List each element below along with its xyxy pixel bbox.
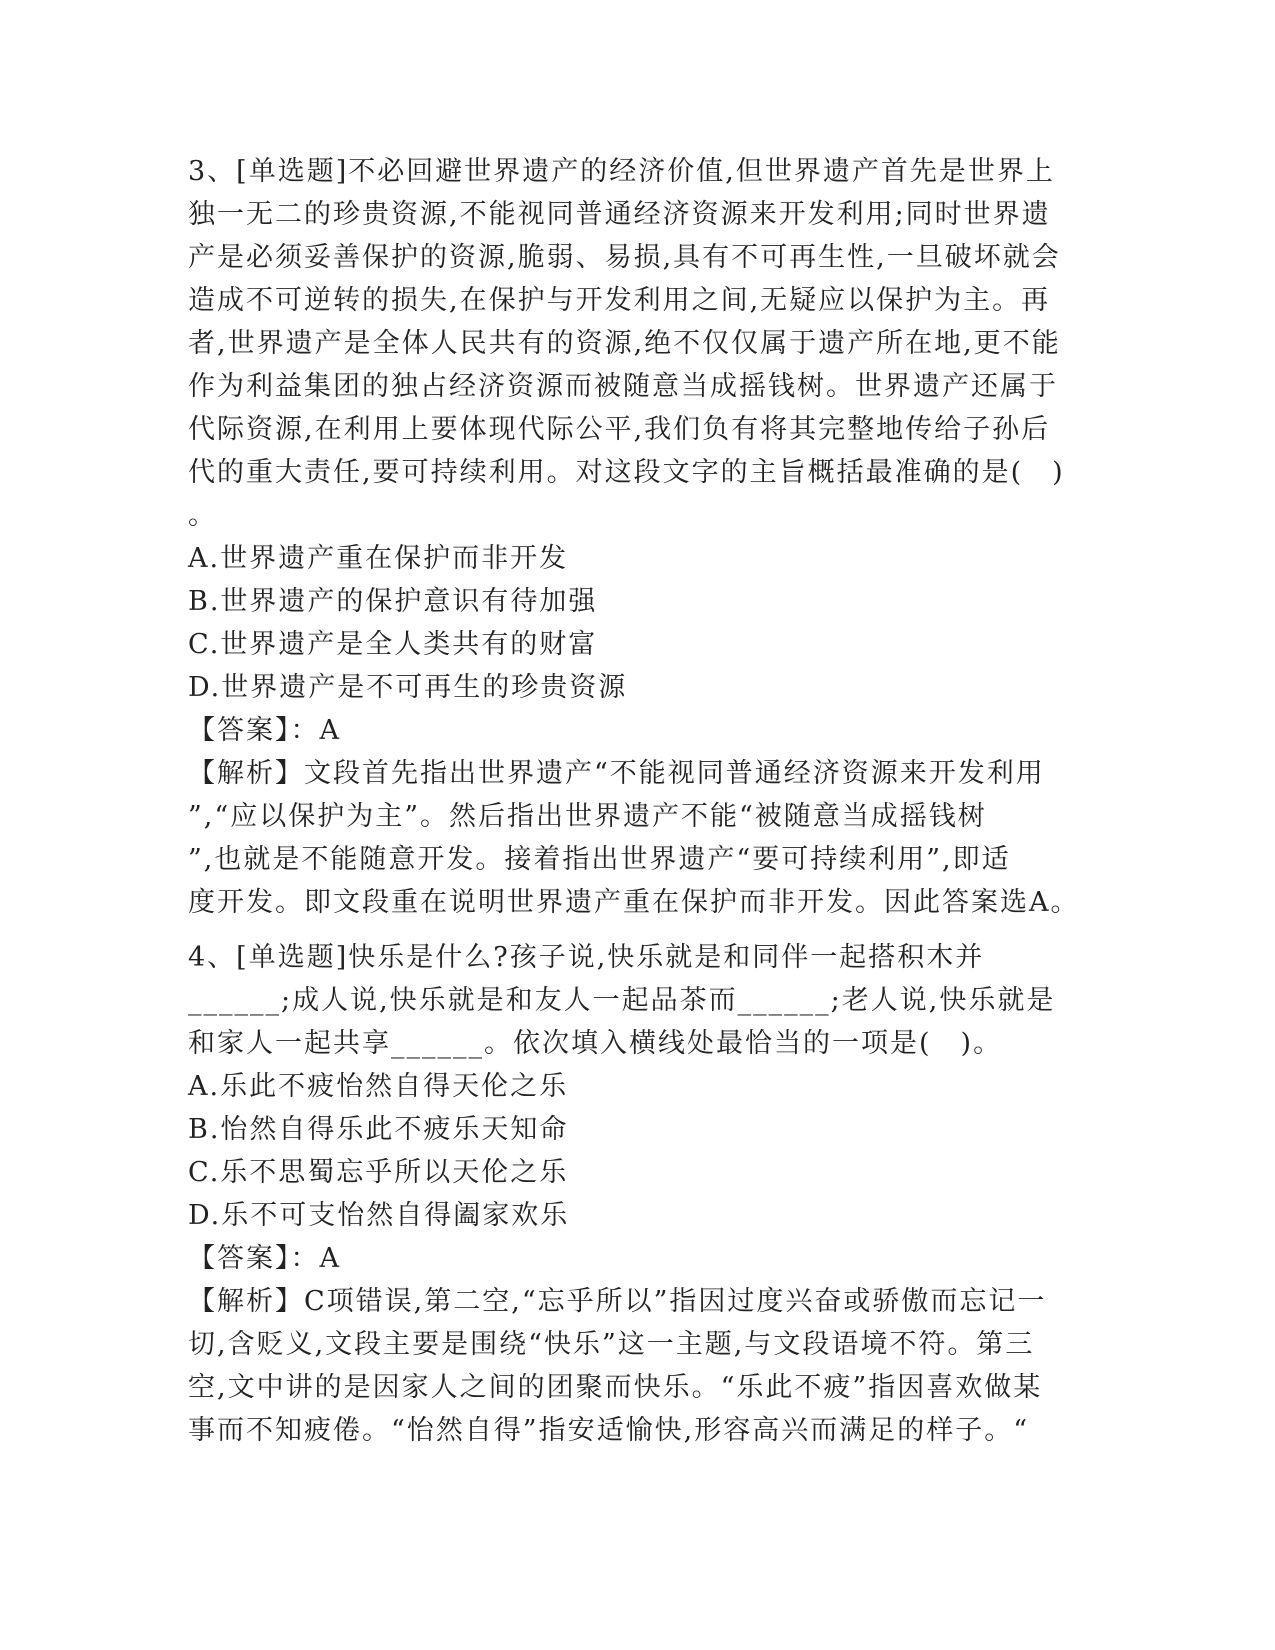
analysis-line: 【解析】C项错误,第二空,“忘乎所以”指因过度兴奋或骄傲而忘记一 bbox=[188, 1286, 1047, 1317]
option-b: B.怡然自得乐此不疲乐天知命 bbox=[188, 1114, 569, 1145]
option-c: C.乐不思蜀忘乎所以天伦之乐 bbox=[188, 1157, 569, 1188]
stem-line: 造成不可逆转的损失,在保护与开发利用之间,无疑应以保护为主。再 bbox=[188, 285, 1051, 316]
stem-line: 作为利益集团的独占经济资源而被随意当成摇钱树。世界遗产还属于 bbox=[188, 371, 1058, 402]
option-c: C.世界遗产是全人类共有的财富 bbox=[188, 629, 598, 660]
question-4-analysis bbox=[188, 1280, 1078, 1452]
stem-line: 代际资源,在利用上要体现代际公平,我们负有将其完整地传给子孙后 bbox=[188, 414, 1051, 445]
stem-line: 代的重大责任,要可持续利用。对这段文字的主旨概括最准确的是( ) bbox=[188, 457, 1065, 488]
question-4-answer: 【答案】：A bbox=[188, 1243, 341, 1274]
option-a: A.乐此不疲怡然自得天伦之乐 bbox=[188, 1071, 569, 1102]
question-4-options bbox=[188, 1065, 1078, 1237]
question-3-answer: 【答案】：A bbox=[188, 715, 341, 746]
question-3-stem bbox=[188, 150, 1078, 537]
analysis-line: ”,也就是不能随意开发。接着指出世界遗产“要可持续利用”,即适 bbox=[188, 844, 1011, 875]
question-3-analysis bbox=[188, 752, 1078, 924]
analysis-line: 切,含贬义,文段主要是围绕“快乐”这一主题,与文段语境不符。第三 bbox=[188, 1329, 1035, 1360]
analysis-line: 事而不知疲倦。“怡然自得”指安适愉快,形容高兴而满足的样子。“ bbox=[188, 1415, 1029, 1446]
option-d: D.世界遗产是不可再生的珍贵资源 bbox=[188, 672, 628, 703]
question-spacer bbox=[188, 924, 1078, 936]
analysis-line: 空,文中讲的是因家人之间的团聚而快乐。“乐此不疲”指因喜欢做某 bbox=[188, 1372, 1043, 1403]
analysis-line: 度开发。即文段重在说明世界遗产重在保护而非开发。因此答案选A。 bbox=[188, 887, 1080, 918]
stem-line: 。 bbox=[188, 500, 217, 531]
question-3-options bbox=[188, 537, 1078, 709]
document-page bbox=[188, 150, 1078, 1452]
stem-line: 4、[单选题]快乐是什么?孩子说,快乐就是和同伴一起搭积木并 bbox=[188, 942, 985, 973]
stem-line: 和家人一起共享______。依次填入横线处最恰当的一项是( )。 bbox=[188, 1028, 1003, 1059]
stem-line: 者,世界遗产是全体人民共有的资源,绝不仅仅属于遗产所在地,更不能 bbox=[188, 328, 1061, 359]
stem-line: 独一无二的珍贵资源,不能视同普通经济资源来开发利用;同时世界遗 bbox=[188, 199, 1051, 230]
analysis-line: 【解析】文段首先指出世界遗产“不能视同普通经济资源来开发利用 bbox=[188, 758, 1045, 789]
question-4 bbox=[188, 936, 1078, 1452]
question-4-stem bbox=[188, 936, 1078, 1065]
stem-line: 3、[单选题]不必回避世界遗产的经济价值,但世界遗产首先是世界上 bbox=[188, 156, 1055, 187]
stem-line: 产是必须妥善保护的资源,脆弱、易损,具有不可再生性,一旦破坏就会 bbox=[188, 242, 1061, 273]
option-a: A.世界遗产重在保护而非开发 bbox=[188, 543, 569, 574]
question-3 bbox=[188, 150, 1078, 924]
analysis-line: ”,“应以保护为主”。然后指出世界遗产不能“被随意当成摇钱树 bbox=[188, 801, 987, 832]
stem-line: ______;成人说,快乐就是和友人一起品茶而______;老人说,快乐就是 bbox=[188, 985, 1056, 1016]
option-b: B.世界遗产的保护意识有待加强 bbox=[188, 586, 598, 617]
option-d: D.乐不可支怡然自得阖家欢乐 bbox=[188, 1200, 570, 1231]
